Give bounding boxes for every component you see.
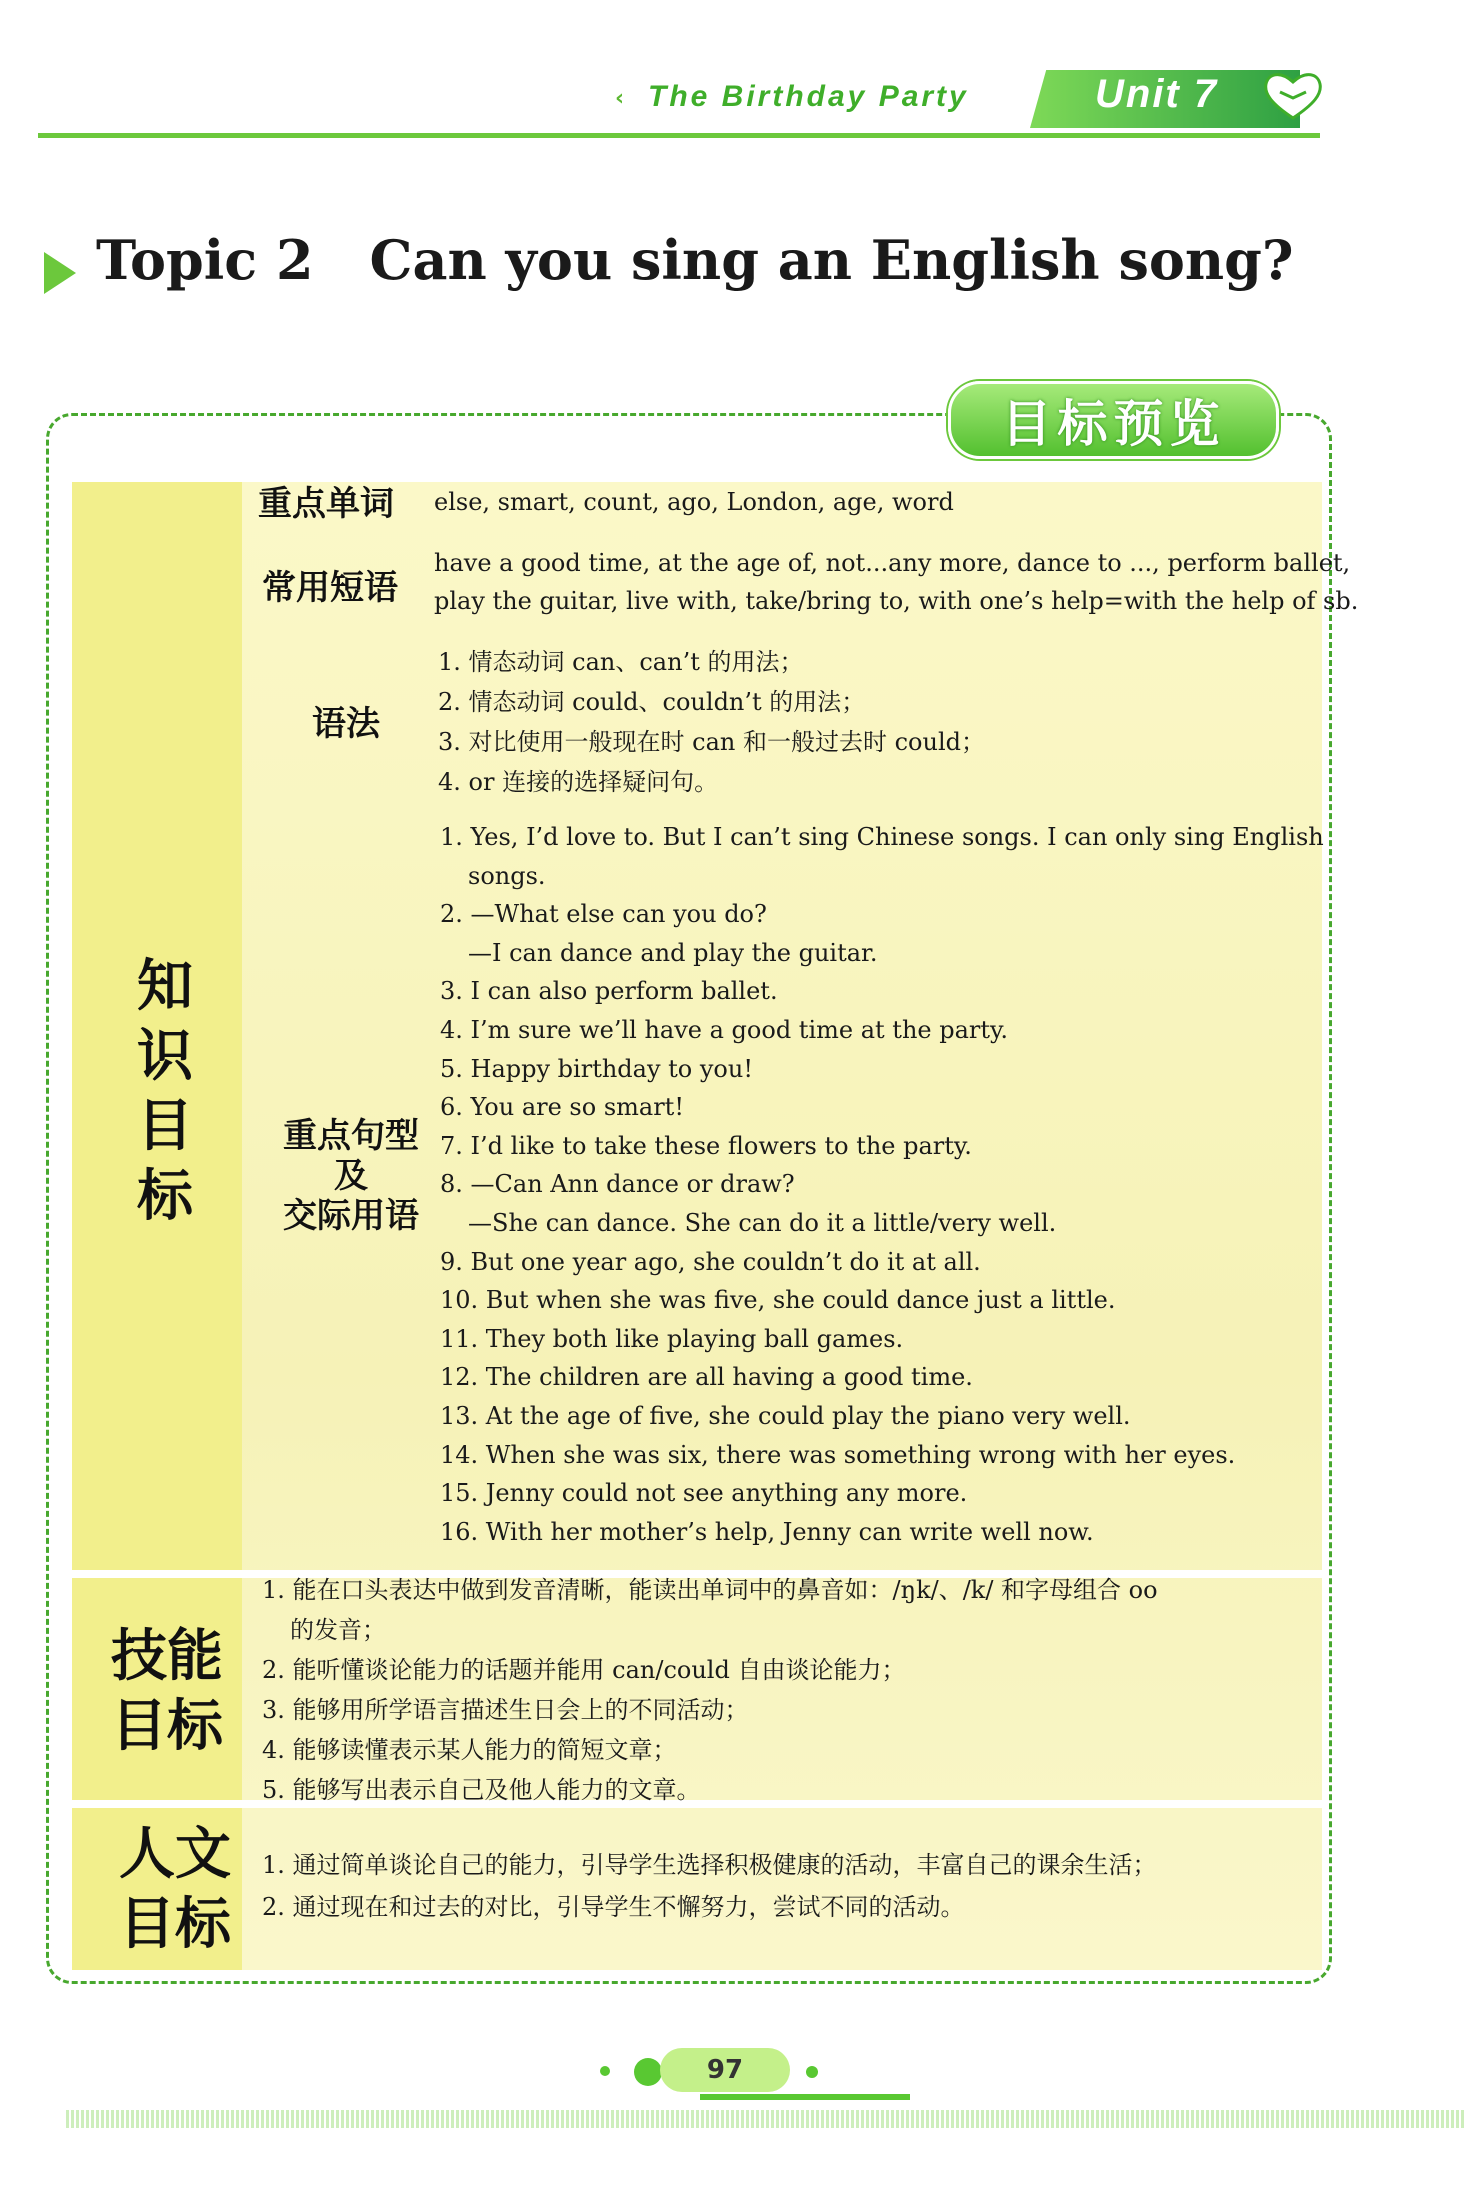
page-number: 97 (660, 2048, 790, 2092)
skills-label: 技能目标 (111, 1624, 223, 1759)
list-item: 10. But when she was five, she could dance just a little. (440, 1286, 1116, 1315)
list-item: 1. Yes, I’d love to. But I can’t sing Chinese songs. I can only sing English (440, 823, 1324, 851)
phrase-line: have a good time, at the age of, not...any more, dance to ..., perform ballet, (434, 549, 1351, 577)
list-item: 1. 能在口头表达中做到发音清晰，能读出单词中的鼻音如：/ŋk/、/k/ 和字母组合 oo (262, 1576, 1158, 1604)
key-words-label: 重点单词 (258, 484, 394, 524)
list-item: 9. But one year ago, she couldn’t do it at all. (440, 1247, 981, 1276)
key-words-text: else, smart, count, ago, London, age, word (434, 488, 954, 516)
humanities-list (262, 1844, 1157, 1928)
chevron-left-icon: ‹ (615, 86, 625, 111)
footer-dot (600, 2066, 610, 2076)
list-item: 4. I’m sure we’ll have a good time at the party. (440, 1015, 1009, 1044)
list-item: 的发音； (290, 1616, 386, 1644)
list-item: 1. 情态动词 can、can’t 的用法； (438, 648, 804, 676)
skills-list (262, 1570, 1158, 1810)
list-item: 15. Jenny could not see anything any more. (440, 1479, 968, 1508)
topic-title: Can you sing an English song? (369, 228, 1294, 292)
sentences-list (440, 818, 1324, 1551)
list-item: 13. At the age of five, she could play the piano very well. (440, 1401, 1131, 1430)
list-item: 3. 对比使用一般现在时 can 和一般过去时 could； (438, 728, 986, 756)
footer-rule (66, 2110, 1466, 2128)
humanities-label: 人文目标 (119, 1822, 231, 1957)
list-item: 3. I can also perform ballet. (440, 977, 778, 1006)
knowledge-label: 知识目标 (137, 954, 193, 1229)
play-triangle-icon (44, 252, 76, 294)
footer-dot (634, 2058, 662, 2086)
list-item: 14. When she was six, there was something wrong with her eyes. (440, 1440, 1236, 1469)
list-item: —I can dance and play the guitar. (468, 938, 878, 967)
list-item: 7. I’d like to take these flowers to the party. (440, 1131, 972, 1160)
list-item: 6. You are so smart! (440, 1093, 684, 1122)
heart-book-icon (1262, 70, 1324, 122)
topic-heading (96, 228, 1294, 292)
list-item: 2. 能听懂谈论能力的话题并能用 can/could 自由谈论能力； (262, 1656, 906, 1684)
list-item: 2. —What else can you do? (440, 900, 767, 929)
list-item: 2. 情态动词 could、couldn’t 的用法； (438, 688, 866, 716)
list-item: 3. 能够用所学语言描述生日会上的不同活动； (262, 1696, 749, 1724)
list-item: 5. Happy birthday to you! (440, 1054, 753, 1083)
list-item: 4. or 连接的选择疑问句。 (438, 768, 719, 796)
footer-bar (700, 2094, 910, 2100)
grammar-label: 语法 (312, 704, 380, 744)
list-item: 8. —Can Ann dance or draw? (440, 1170, 795, 1199)
list-item: 1. 通过简单谈论自己的能力，引导学生选择积极健康的活动，丰富自己的课余生活； (262, 1851, 1157, 1879)
sentences-label: 重点句型 及 交际用语 (283, 1116, 419, 1236)
list-item: 5. 能够写出表示自己及他人能力的文章。 (262, 1776, 701, 1804)
phrases-list (434, 544, 1358, 620)
footer-dot (806, 2066, 818, 2078)
grammar-list (438, 642, 985, 802)
overview-badge: 目标预览 (948, 381, 1279, 459)
phrase-line: play the guitar, live with, take/bring to, with one’s help=with the help of sb. (434, 587, 1359, 615)
unit-label: Unit 7 (1095, 72, 1219, 116)
list-item: —She can dance. She can do it a little/very well. (468, 1208, 1057, 1237)
chapter-title: The Birthday Party (648, 80, 969, 113)
topic-number: Topic 2 (96, 228, 314, 292)
list-item: 16. With her mother’s help, Jenny can write well now. (440, 1517, 1094, 1546)
list-item: songs. (468, 861, 546, 890)
header-rule (38, 133, 1320, 138)
list-item: 11. They both like playing ball games. (440, 1324, 904, 1353)
list-item: 2. 通过现在和过去的对比，引导学生不懈努力，尝试不同的活动。 (262, 1893, 965, 1921)
list-item: 4. 能够读懂表示某人能力的简短文章； (262, 1736, 677, 1764)
phrases-label: 常用短语 (262, 568, 398, 608)
list-item: 12. The children are all having a good time. (440, 1363, 973, 1392)
